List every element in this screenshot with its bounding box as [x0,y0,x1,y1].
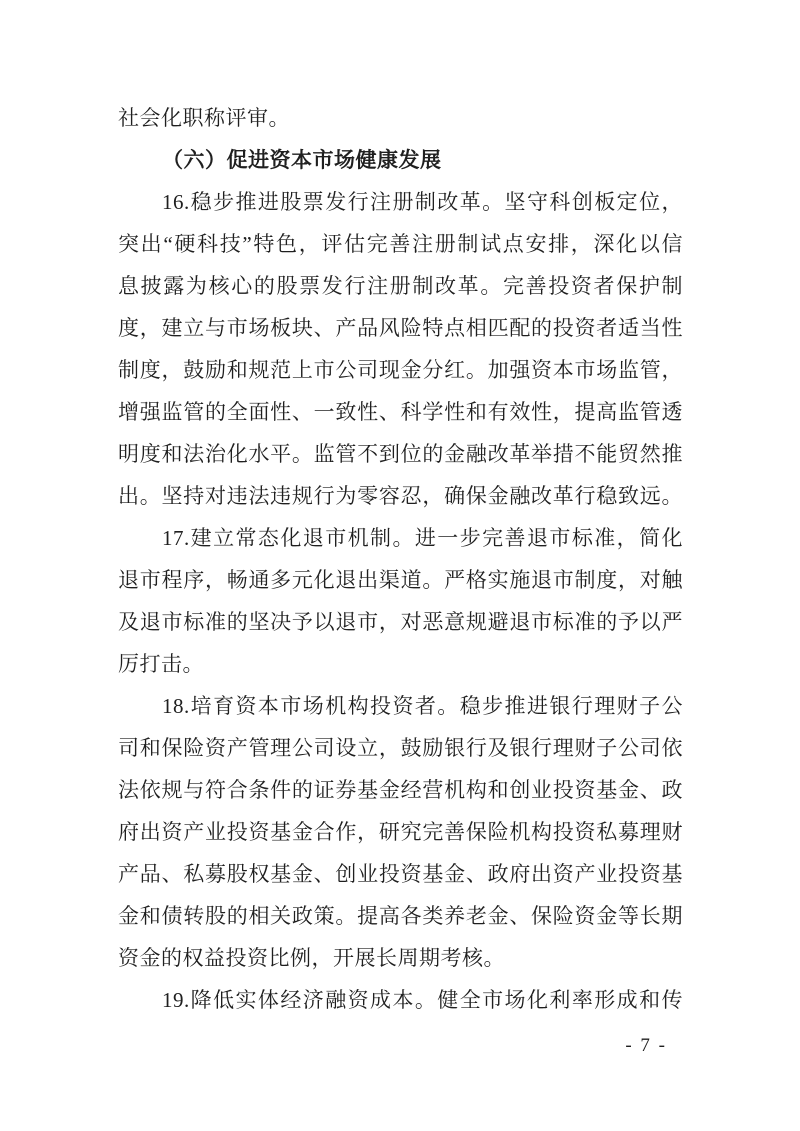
paragraph-line: 出。坚持对违法违规行为零容忍，确保金融改革行稳致远。 [118,484,683,508]
paragraph-line: 法依规与符合条件的证券基金经营机构和创业投资基金、政 [118,778,683,802]
paragraph-line: 府出资产业投资基金合作，研究完善保险机构投资私募理财 [118,820,683,844]
paragraph-line: 资金的权益投资比例，开展长周期考核。 [118,946,505,970]
section-heading: （六）促进资本市场健康发展 [162,148,442,172]
paragraph-line: 突出“硬科技”特色，评估完善注册制试点安排，深化以信 [118,232,683,256]
paragraph-line: 19.降低实体经济融资成本。健全市场化利率形成和传 [162,988,683,1012]
paragraph-line: 度，建立与市场板块、产品风险特点相匹配的投资者适当性 [118,316,683,340]
paragraph-line: 金和债转股的相关政策。提高各类养老金、保险资金等长期 [118,904,683,928]
paragraph-line: 司和保险资产管理公司设立，鼓励银行及银行理财子公司依 [118,736,683,760]
paragraph-line: 社会化职称评审。 [118,106,290,130]
page-number: - 7 - [625,1035,667,1056]
paragraph-line: 息披露为核心的股票发行注册制改革。完善投资者保护制 [118,274,683,298]
paragraph-line: 16.稳步推进股票发行注册制改革。坚守科创板定位， [162,190,683,214]
paragraph-line: 产品、私募股权基金、创业投资基金、政府出资产业投资基 [118,862,683,886]
paragraph-line: 17.建立常态化退市机制。进一步完善退市标准，简化 [162,526,683,550]
paragraph-line: 明度和法治化水平。监管不到位的金融改革举措不能贸然推 [118,442,683,466]
paragraph-line: 退市程序，畅通多元化退出渠道。严格实施退市制度，对触 [118,568,683,592]
paragraph-line: 制度，鼓励和规范上市公司现金分红。加强资本市场监管， [118,358,683,382]
document-body [118,97,683,1021]
paragraph-line: 增强监管的全面性、一致性、科学性和有效性，提高监管透 [118,400,683,424]
paragraph-line: 及退市标准的坚决予以退市，对恶意规避退市标准的予以严 [118,610,683,634]
paragraph-line: 厉打击。 [118,652,204,676]
paragraph-line: 18.培育资本市场机构投资者。稳步推进银行理财子公 [162,694,683,718]
